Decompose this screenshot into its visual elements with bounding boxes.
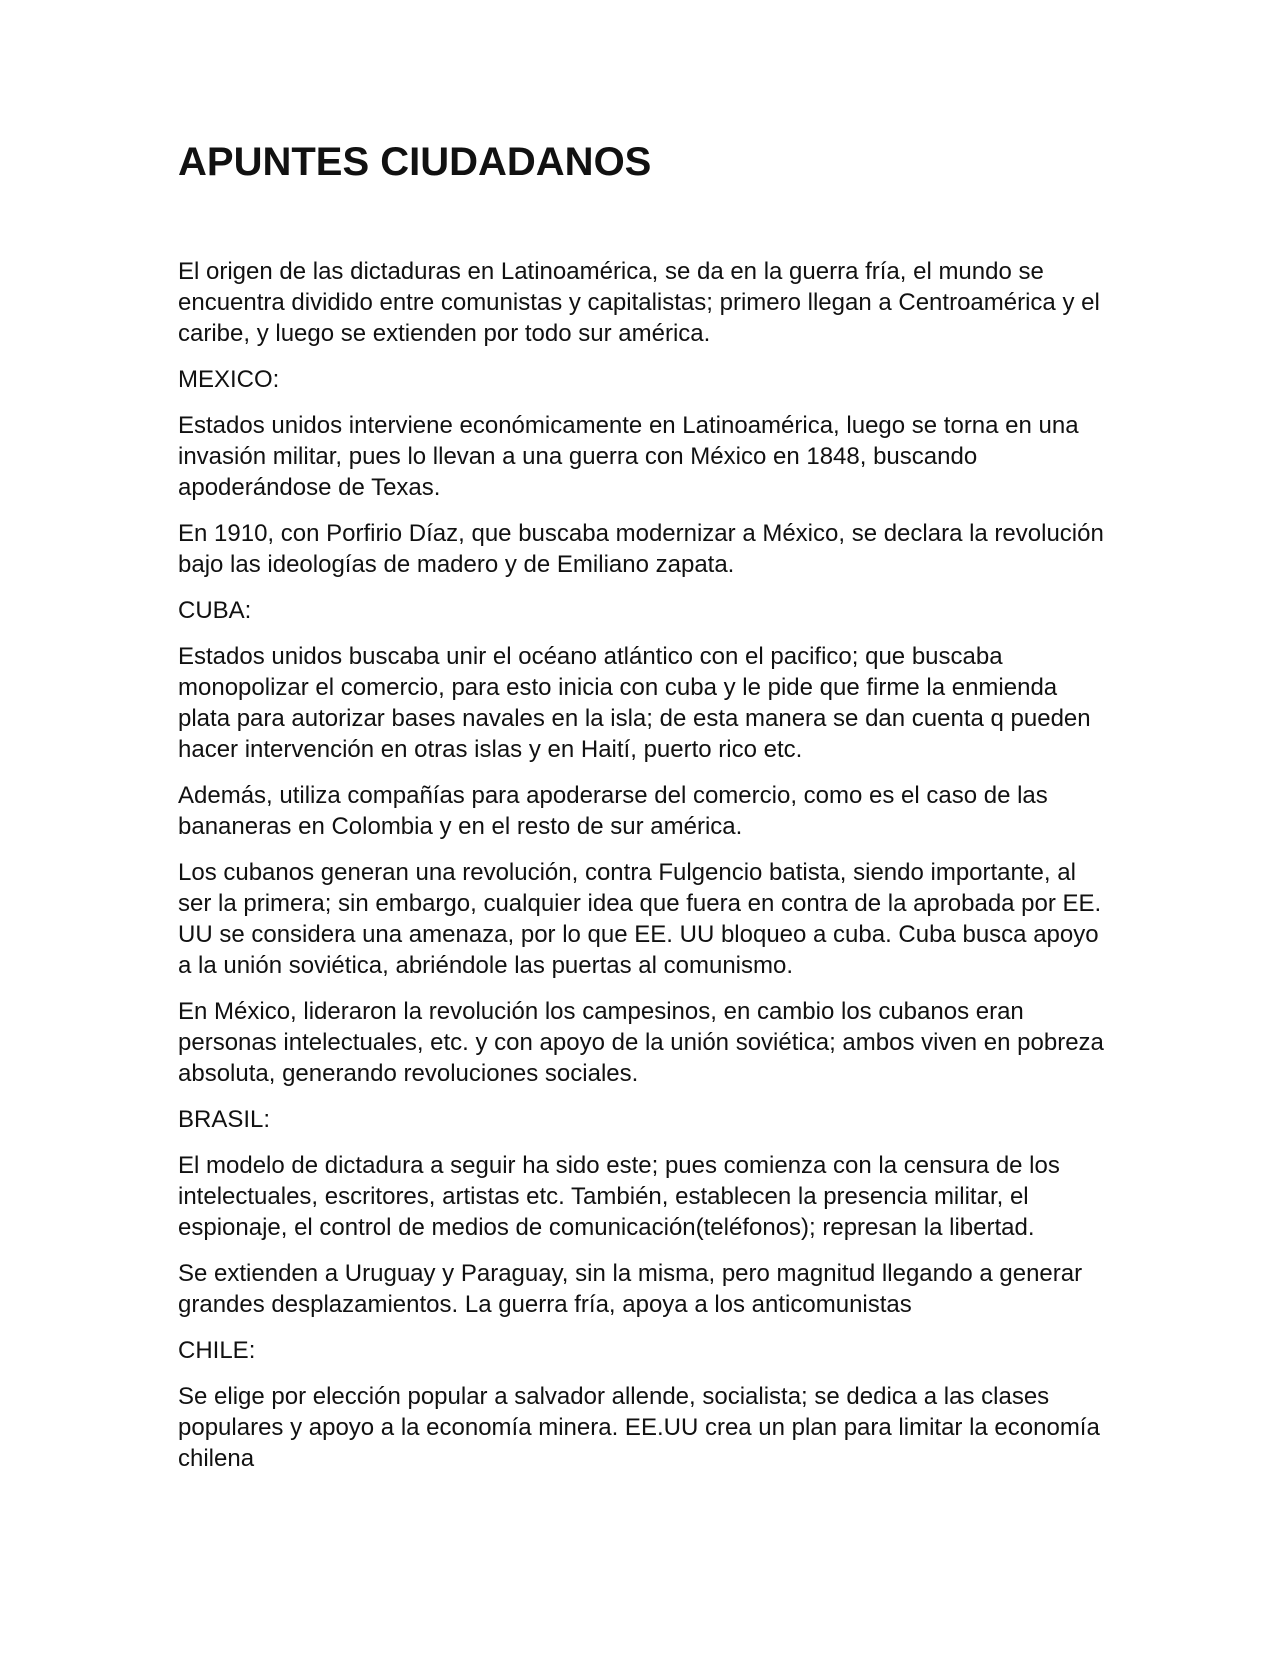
document-body <box>178 138 1108 1489</box>
paragraph-intro: El origen de las dictaduras en Latinoamérica, se da en la guerra fría, el mundo se encuentra dividido entre comunistas y capitalistas; primero llegan a Centroamérica y el caribe, y luego se extienden por todo sur américa. <box>178 258 1100 347</box>
paragraph-cuba-pacific: Estados unidos buscaba unir el océano atlántico con el pacifico; que buscaba monopolizar el comercio, para esto inicia con cuba y le pide que firme la enmienda plata para autorizar bases navales en la isla; de esta manera se dan cuenta q pueden hacer intervención en otras islas y en Haití, puerto rico etc. <box>178 643 1091 763</box>
document-title: APUNTES CIUDADANOS <box>178 140 652 184</box>
paragraph-mexico-cuba-comparison: En México, lideraron la revolución los campesinos, en cambio los cubanos eran personas intelectuales, etc. y con apoyo de la unión soviética; ambos viven en pobreza absoluta, generando revoluciones sociales. <box>178 998 1104 1087</box>
section-heading-chile: CHILE: <box>178 1337 256 1364</box>
section-heading-brasil: BRASIL: <box>178 1106 271 1133</box>
paragraph-mexico-intervention: Estados unidos interviene económicamente en Latinoamérica, luego se torna en una invasión militar, pues lo llevan a una guerra con México en 1848, buscando apoderándose de Texas. <box>178 412 1079 501</box>
section-heading-mexico: MEXICO: <box>178 366 280 393</box>
paragraph-mexico-revolution: En 1910, con Porfirio Díaz, que buscaba modernizar a México, se declara la revolución bajo las ideologías de madero y de Emiliano zapata. <box>178 520 1104 578</box>
paragraph-brasil-expansion: Se extienden a Uruguay y Paraguay, sin la misma, pero magnitud llegando a generar grandes desplazamientos. La guerra fría, apoya a los anticomunistas <box>178 1260 1083 1318</box>
paragraph-cuba-companies: Además, utiliza compañías para apoderarse del comercio, como es el caso de las bananeras en Colombia y en el resto de sur américa. <box>178 782 1048 840</box>
paragraph-cuba-revolution: Los cubanos generan una revolución, contra Fulgencio batista, siendo importante, al ser la primera; sin embargo, cualquier idea que fuera en contra de la aprobada por EE. UU se considera una amenaza, por lo que EE. UU bloqueo a cuba. Cuba busca apoyo a la unión soviética, abriéndole las puertas al comunismo. <box>178 859 1102 979</box>
paragraph-chile-allende: Se elige por elección popular a salvador allende, socialista; se dedica a las clases populares y apoyo a la economía minera. EE.UU crea un plan para limitar la economía chilena <box>178 1383 1100 1472</box>
section-heading-cuba: CUBA: <box>178 597 252 624</box>
paragraph-brasil-model: El modelo de dictadura a seguir ha sido este; pues comienza con la censura de los intelectuales, escritores, artistas etc. También, establecen la presencia militar, el espionaje, el control de medios de comunicación(teléfonos); represan la libertad. <box>178 1152 1060 1241</box>
